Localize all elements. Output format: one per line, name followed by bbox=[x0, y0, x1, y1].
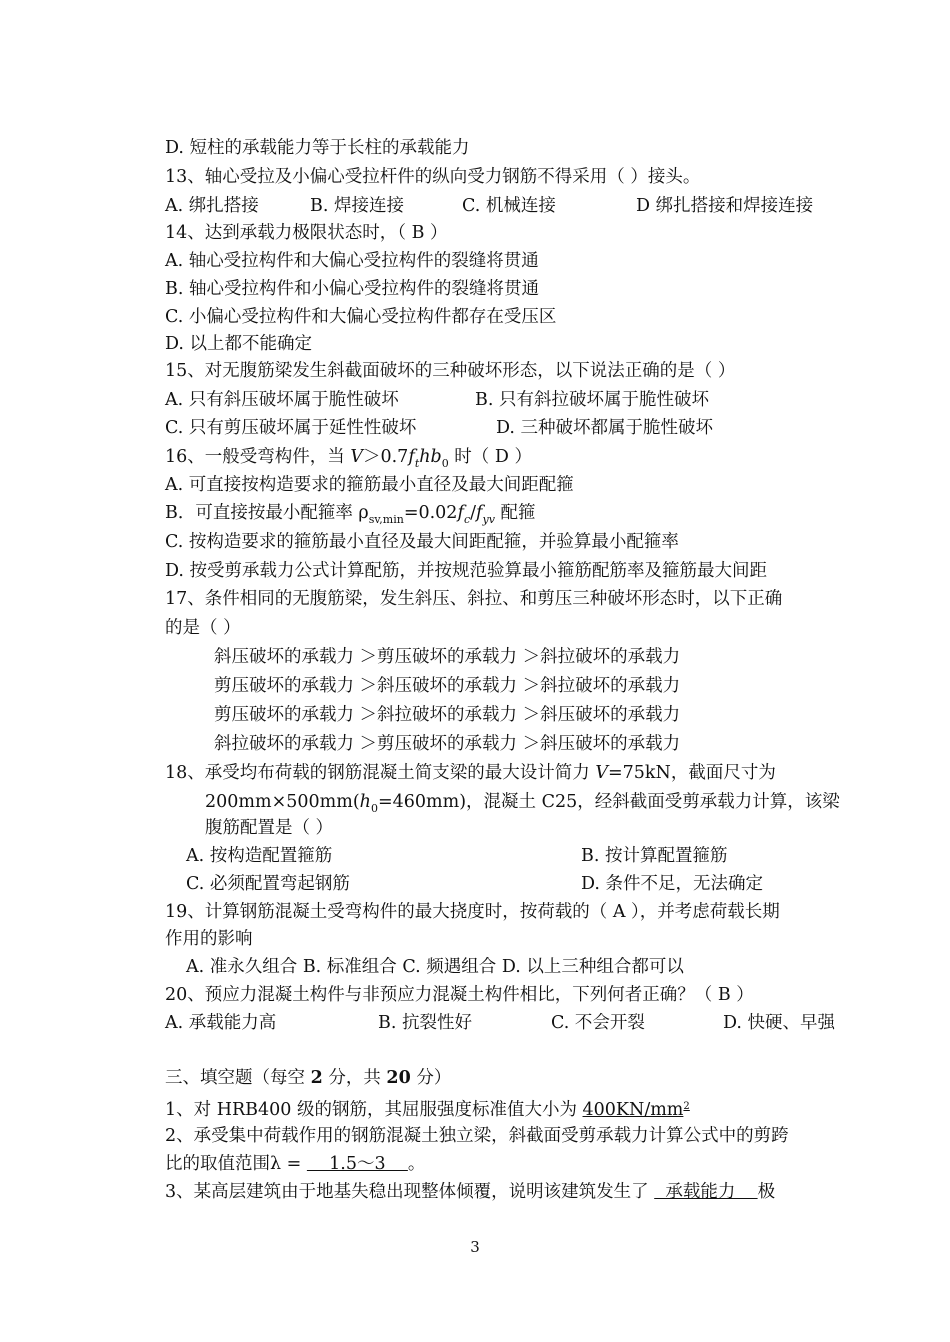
subscript-yv: yv bbox=[482, 513, 495, 526]
option-17d: 斜拉破坏的承载力 ＞剪压破坏的承载力 ＞斜压破坏的承载力 bbox=[214, 734, 681, 754]
option-16b-eq: =0.02 bbox=[403, 503, 458, 523]
question-14: 14、达到承载力极限状态时，（ B ） bbox=[165, 223, 448, 243]
symbol-f: f bbox=[408, 447, 415, 467]
subscript-sv-min: sv,min bbox=[368, 513, 404, 526]
option-16b-post: 配箍 bbox=[494, 503, 536, 523]
section-heading-post: 分） bbox=[410, 1068, 452, 1088]
option-20b: B. 抗裂性好 bbox=[378, 1013, 472, 1033]
subscript-t: t bbox=[414, 457, 420, 470]
question-16-answer: 时（ D ） bbox=[448, 447, 532, 467]
slash: / bbox=[470, 503, 477, 523]
option-15a: A. 只有斜压破坏属于脆性破坏 bbox=[165, 390, 399, 410]
symbol-fc: f bbox=[457, 503, 464, 523]
question-13: 13、轴心受拉及小偏心受拉杆件的纵向受力钢筋不得采用（ ）接头。 bbox=[165, 167, 701, 187]
option-18b: B. 按计算配置箍筋 bbox=[581, 846, 728, 866]
section-heading bbox=[165, 1068, 451, 1088]
symbol-v2: V bbox=[595, 763, 608, 783]
option-13b: B. 焊接连接 bbox=[310, 196, 404, 216]
points-per-blank: 2 bbox=[310, 1068, 323, 1088]
option-17c: 剪压破坏的承载力 ＞斜拉破坏的承载力 ＞斜压破坏的承载力 bbox=[214, 705, 681, 725]
option-15b: B. 只有斜拉破坏属于脆性破坏 bbox=[475, 390, 709, 410]
fill-1-sup: 2 bbox=[683, 1101, 690, 1112]
subscript-0: 0 bbox=[441, 457, 449, 470]
symbol-fyv: f bbox=[476, 503, 483, 523]
symbol-hb: hb bbox=[419, 447, 442, 467]
fill-3-text: 3、某高层建筑由于地基失稳出现整体倾覆，说明该建筑发生了 bbox=[165, 1182, 655, 1202]
question-17-cont: 的是（ ） bbox=[165, 618, 241, 638]
options-19: A. 准永久组合 B. 标准组合 C. 频遇组合 D. 以上三种组合都可以 bbox=[186, 957, 684, 977]
fill-2-post: 。 bbox=[407, 1154, 426, 1174]
question-15: 15、对无腹筋梁发生斜截面破坏的三种破坏形态，以下说法正确的是（ ） bbox=[165, 361, 736, 381]
option-16d: D. 按受剪承载力公式计算配筋，并按规范验算最小箍筋配筋率及箍筋最大间距 bbox=[165, 561, 768, 581]
option-15c: C. 只有剪压破坏属于延性性破坏 bbox=[165, 418, 417, 438]
question-17: 17、条件相同的无腹筋梁，发生斜压、斜拉、和剪压三种破坏形态时，以下正确 bbox=[165, 589, 783, 609]
option-13a: A. 绑扎搭接 bbox=[165, 196, 259, 216]
option-17a: 斜压破坏的承载力 ＞剪压破坏的承载力 ＞斜拉破坏的承载力 bbox=[214, 647, 681, 667]
option-12d: D. 短柱的承载能力等于长柱的承载能力 bbox=[165, 138, 470, 158]
question-20: 20、预应力混凝土构件与非预应力混凝土构件相比，下列何者正确？（ B ） bbox=[165, 985, 754, 1005]
fill-1-answer: 400KN/mm bbox=[582, 1100, 684, 1120]
option-13c: C. 机械连接 bbox=[462, 196, 556, 216]
fill-3 bbox=[165, 1182, 775, 1202]
option-14d: D. 以上都不能确定 bbox=[165, 334, 313, 354]
option-13d: D 绑扎搭接和焊接连接 bbox=[636, 196, 814, 216]
fill-2: 2、承受集中荷载作用的钢筋混凝土独立梁，斜截面受剪承载力计算公式中的剪跨 bbox=[165, 1126, 789, 1146]
question-18-cont2: 腹筋配置是（ ） bbox=[205, 818, 334, 838]
question-19-cont: 作用的影响 bbox=[165, 929, 253, 949]
option-14c: C. 小偏心受拉构件和大偏心受拉构件都存在受压区 bbox=[165, 307, 557, 327]
fill-1-text: 1、对 HRB400 级的钢筋，其屈服强度标准值大小为 bbox=[165, 1100, 583, 1120]
option-17b: 剪压破坏的承载力 ＞斜压破坏的承载力 ＞斜拉破坏的承载力 bbox=[214, 676, 681, 696]
option-16b-text: B．可直接按最小配箍率 ρ bbox=[165, 503, 369, 523]
option-16b bbox=[165, 503, 536, 530]
question-18-dims: 200mm×500mm( bbox=[205, 792, 360, 812]
option-20c: C. 不会开裂 bbox=[551, 1013, 645, 1033]
question-16 bbox=[165, 447, 532, 474]
section-heading-mid: 分，共 bbox=[322, 1068, 387, 1088]
option-14b: B. 轴心受拉构件和小偏心受拉构件的裂缝将贯通 bbox=[165, 279, 539, 299]
question-16-gt: ＞0.7 bbox=[362, 447, 409, 467]
fill-3-post: 极 bbox=[757, 1182, 776, 1202]
question-19: 19、计算钢筋混凝土受弯构件的最大挠度时，按荷载的（ A ），并考虑荷载长期 bbox=[165, 902, 780, 922]
page-number: 3 bbox=[470, 1238, 480, 1256]
question-18-text: 18、承受均布荷载的钢筋混凝土简支梁的最大设计简力 bbox=[165, 763, 596, 783]
option-18c: C. 必须配置弯起钢筋 bbox=[186, 874, 350, 894]
option-18d: D. 条件不足，无法确定 bbox=[581, 874, 764, 894]
option-20d: D. 快硬、早强 bbox=[723, 1013, 836, 1033]
question-18 bbox=[165, 763, 776, 783]
question-18-post: =75kN，截面尺寸为 bbox=[607, 763, 776, 783]
option-15d: D. 三种破坏都属于脆性破坏 bbox=[496, 418, 714, 438]
option-16a: A. 可直接按构造要求的箍筋最小直径及最大间距配箍 bbox=[165, 475, 574, 495]
question-18-cont bbox=[205, 792, 840, 819]
option-16c: C. 按构造要求的箍筋最小直径及最大间距配箍，并验算最小配箍率 bbox=[165, 532, 679, 552]
total-points: 20 bbox=[386, 1068, 411, 1088]
fill-3-answer: 承载能力 bbox=[654, 1182, 758, 1202]
fill-1 bbox=[165, 1097, 690, 1120]
symbol-h: h bbox=[359, 792, 371, 812]
subscript-c: c bbox=[463, 513, 471, 526]
option-18a: A. 按构造配置箍筋 bbox=[186, 846, 333, 866]
option-20a: A. 承载能力高 bbox=[165, 1013, 277, 1033]
question-16-text: 16、一般受弯构件，当 bbox=[165, 447, 351, 467]
symbol-v: V bbox=[350, 447, 363, 467]
subscript-0b: 0 bbox=[370, 802, 378, 815]
fill-2-text: 比的取值范围λ = bbox=[165, 1154, 307, 1174]
fill-2-cont bbox=[165, 1154, 425, 1174]
question-18-dims-post: =460mm)，混凝土 C25，经斜截面受剪承载力计算，该梁 bbox=[377, 792, 840, 812]
fill-2-answer: 1.5～3 bbox=[306, 1154, 408, 1174]
section-heading-text: 三、填空题（每空 bbox=[165, 1068, 311, 1088]
option-14a: A. 轴心受拉构件和大偏心受拉构件的裂缝将贯通 bbox=[165, 251, 539, 271]
